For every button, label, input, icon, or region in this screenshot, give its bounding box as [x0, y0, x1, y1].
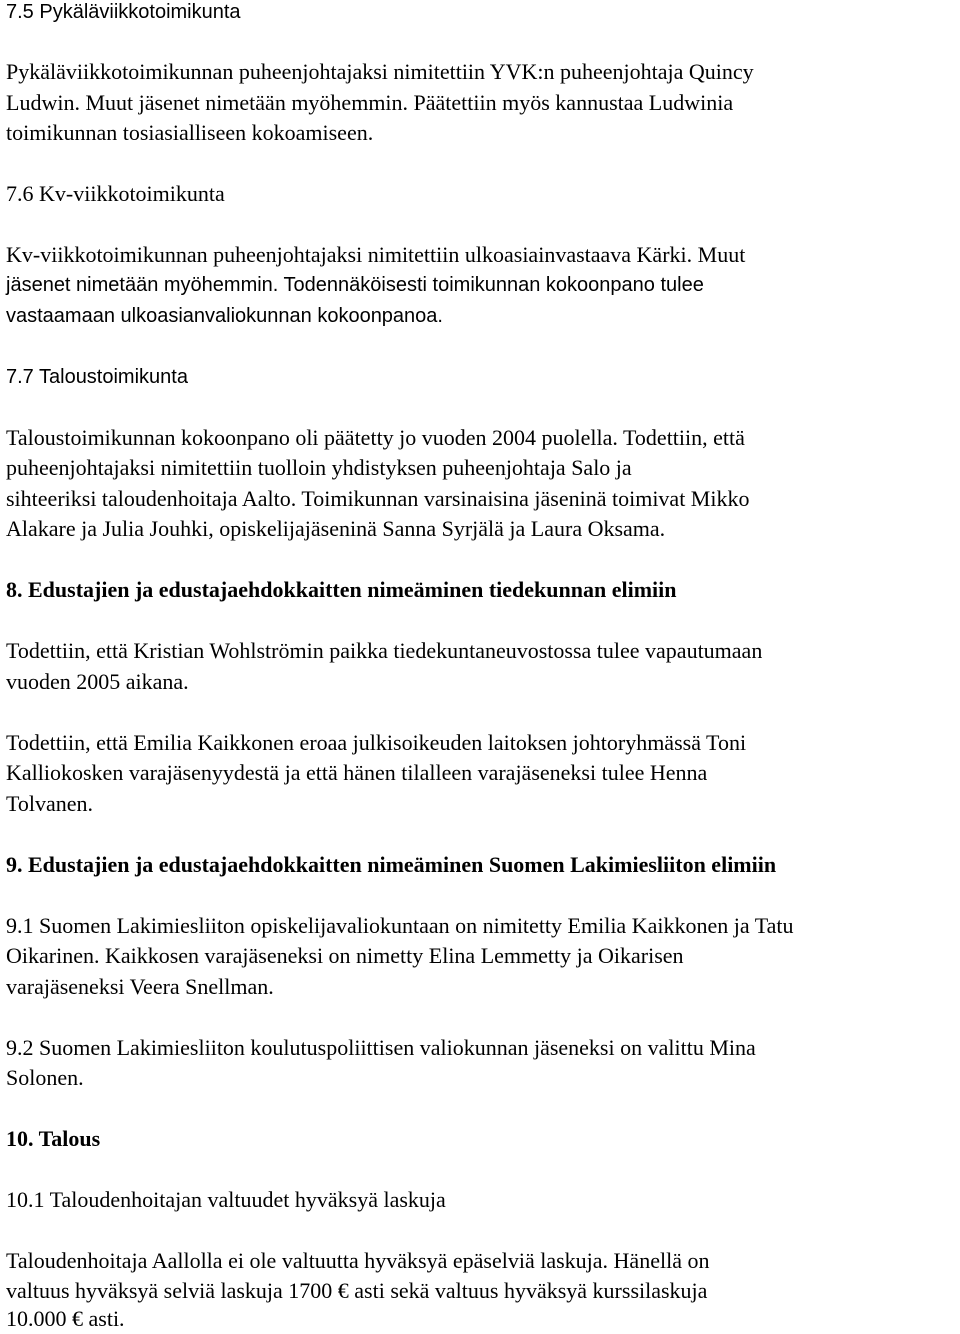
section-heading-10: 10. Talous [6, 1126, 101, 1151]
paragraph-7-5-line-1: Pykäläviikkotoimikunnan puheenjohtajaksi nimitettiin YVK:n puheenjohtaja Quincy [6, 59, 754, 84]
paragraph-7-6-line-3: vastaamaan ulkoasianvaliokunnan kokoonpanoa. [6, 305, 443, 327]
paragraph-8-2-line-3: Tolvanen. [6, 791, 94, 816]
paragraph-9-2-line-2: Solonen. [6, 1065, 84, 1090]
paragraph-10-1-line-2: valtuus hyväksyä selviä laskuja 1700 € asti sekä valtuus hyväksyä kurssilaskuja [6, 1278, 708, 1303]
paragraph-7-6-line-1: Kv-viikkotoimikunnan puheenjohtajaksi nimitettiin ulkoasiainvastaava Kärki. Muut [6, 242, 746, 267]
paragraph-7-7-line-1: Taloustoimikunnan kokoonpano oli päätetty jo vuoden 2004 puolella. Todettiin, että [6, 425, 745, 450]
paragraph-7-7-line-4: Alakare ja Julia Jouhki, opiskelijajäseninä Sanna Syrjälä ja Laura Oksama. [6, 516, 666, 541]
paragraph-7-7-line-3: sihteeriksi taloudenhoitaja Aalto. Toimikunnan varsinaisina jäseninä toimivat Mikko [6, 486, 750, 511]
paragraph-8-2-line-2: Kalliokosken varajäsenyydestä ja että hänen tilalleen varajäseneksi tulee Henna [6, 760, 708, 785]
section-heading-8: 8. Edustajien ja edustajaehdokkaitten nimeäminen tiedekunnan elimiin [6, 577, 677, 602]
paragraph-8-1-line-2: vuoden 2005 aikana. [6, 669, 189, 694]
section-heading-7-6: 7.6 Kv-viikkotoimikunta [6, 181, 225, 206]
paragraph-7-5-line-3: toimikunnan tosiasialliseen kokoamiseen. [6, 120, 374, 145]
paragraph-10-1-line-3: 10.000 € asti. [6, 1306, 125, 1331]
section-heading-10-1: 10.1 Taloudenhoitajan valtuudet hyväksyä laskuja [6, 1187, 446, 1212]
paragraph-7-7-line-2: puheenjohtajaksi nimitettiin tuolloin yhdistyksen puheenjohtaja Salo ja [6, 455, 632, 480]
section-heading-9: 9. Edustajien ja edustajaehdokkaitten nimeäminen Suomen Lakimiesliiton elimiin [6, 852, 777, 877]
paragraph-9-1-line-3: varajäseneksi Veera Snellman. [6, 974, 274, 999]
section-heading-7-5: 7.5 Pykäläviikkotoimikunta [6, 1, 241, 23]
paragraph-7-6-line-2: jäsenet nimetään myöhemmin. Todennäköisesti toimikunnan kokoonpano tulee [6, 274, 704, 296]
paragraph-8-2-line-1: Todettiin, että Emilia Kaikkonen eroaa julkisoikeuden laitoksen johtoryhmässä Toni [6, 730, 747, 755]
paragraph-9-2-line-1: 9.2 Suomen Lakimiesliiton koulutuspoliittisen valiokunnan jäseneksi on valittu Mina [6, 1035, 756, 1060]
paragraph-10-1-line-1: Taloudenhoitaja Aallolla ei ole valtuutta hyväksyä epäselviä laskuja. Hänellä on [6, 1248, 710, 1273]
paragraph-9-1-line-2: Oikarinen. Kaikkosen varajäseneksi on nimetty Elina Lemmetty ja Oikarisen [6, 943, 684, 968]
section-heading-7-7: 7.7 Taloustoimikunta [6, 366, 188, 388]
paragraph-8-1-line-1: Todettiin, että Kristian Wohlströmin paikka tiedekuntaneuvostossa tulee vapautumaan [6, 638, 763, 663]
paragraph-9-1-line-1: 9.1 Suomen Lakimiesliiton opiskelijavaliokuntaan on nimitetty Emilia Kaikkonen ja Tatu [6, 913, 794, 938]
paragraph-7-5-line-2: Ludwin. Muut jäsenet nimetään myöhemmin. Päätettiin myös kannustaa Ludwinia [6, 90, 734, 115]
